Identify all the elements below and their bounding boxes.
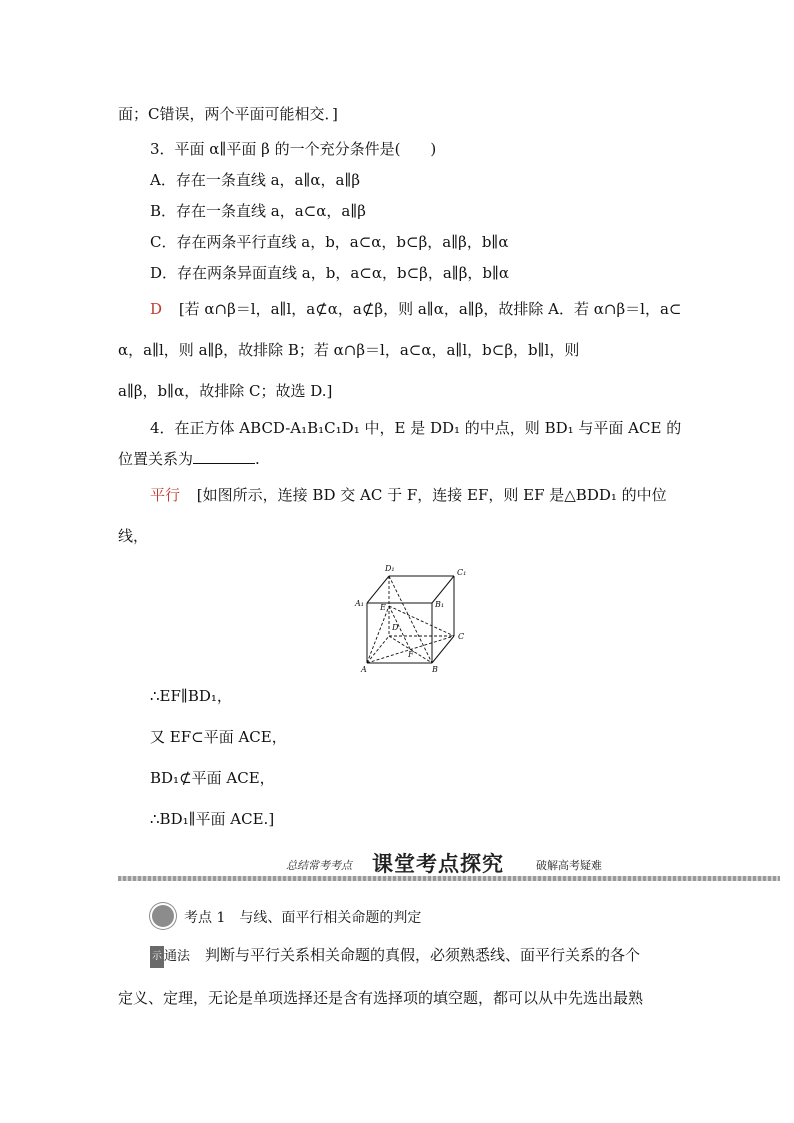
option-a: A．存在一条直线 a，a∥α，a∥β: [150, 171, 361, 189]
step-3: BD₁⊄平面 ACE，: [150, 769, 275, 787]
circle-icon: [150, 903, 176, 929]
label-d1: D₁: [385, 564, 395, 573]
answer-4-line-2: 线，: [118, 527, 149, 545]
answer-4-key: 平行: [150, 486, 181, 504]
label-c1: C₁: [457, 568, 467, 577]
label-d: D: [392, 623, 399, 632]
label-a1: A₁: [355, 599, 364, 608]
label-b1: B₁: [435, 600, 445, 609]
method-text-1: 判断与平行关系相关命题的真假，必须熟悉线、面平行关系的各个: [190, 946, 641, 964]
method-label: 通法: [164, 949, 191, 964]
answer-blank: [193, 449, 255, 464]
label-b: B: [432, 665, 438, 674]
method-line-1: [150, 945, 640, 968]
answer-4-line-1: [150, 485, 667, 505]
banner-left-text: 总结常考考点: [286, 859, 352, 872]
question-3: 3．平面 α∥平面 β 的一个充分条件是( ): [150, 140, 437, 158]
step-2: 又 EF⊂平面 ACE，: [150, 728, 287, 746]
section-banner: [118, 848, 780, 882]
question-4-end: .: [255, 450, 260, 468]
answer-3-line-2: α，a∥l，则 a∥β，故排除 B；若 α∩β＝l，a⊂α，a∥l，b⊂β，b∥l，则: [118, 341, 580, 359]
method-badge: 示: [150, 946, 164, 968]
label-a: A: [361, 665, 367, 674]
step-4: ∴BD₁∥平面 ACE.]: [150, 810, 275, 828]
option-c: C．存在两条平行直线 a，b，a⊂α，b⊂β，a∥β，b∥α: [150, 233, 509, 251]
label-c: C: [458, 632, 465, 641]
banner-right-text: 破解高考疑难: [536, 859, 602, 872]
answer-3-key: D: [150, 300, 163, 318]
option-b: B．存在一条直线 a，a⊂α，a∥β: [150, 202, 366, 220]
question-4-line-1: 4．在正方体 ABCD-A₁B₁C₁D₁ 中，E 是 DD₁ 的中点，则 BD₁ 与平面 ACE 的: [150, 419, 682, 437]
question-4-line-2: [118, 449, 260, 469]
method-line-2: 定义、定理，无论是单项选择还是含有选择项的填空题，都可以从中先选出最熟: [118, 989, 644, 1007]
step-1: ∴EF∥BD₁，: [150, 687, 232, 705]
answer-4-text: [如图所示，连接 BD 交 AC 于 F，连接 EF，则 EF 是△BDD₁ 的中位: [196, 486, 667, 504]
answer-3-line-1: [150, 299, 681, 319]
banner-title: 课堂考点探究: [372, 852, 504, 876]
question-4-text: 位置关系为: [118, 450, 194, 468]
label-e: E: [380, 603, 386, 612]
topic-title: 考点 1 与线、面平行相关命题的判定: [184, 910, 422, 926]
label-f: F: [408, 650, 414, 659]
cube-figure: [352, 560, 472, 675]
answer-3-line-3: a∥β，b∥α，故排除 C；故选 D.]: [118, 382, 333, 400]
option-d: D．存在两条异面直线 a，b，a⊂α，b⊂β，a∥β，b∥α: [150, 264, 510, 282]
line-prev-ans: 面；C错误，两个平面可能相交．]: [118, 105, 338, 123]
answer-3-text: [若 α∩β＝l，a∥l，a⊄α，a⊄β，则 a∥α，a∥β，故排除 A．若 α∩β＝l，a⊂: [178, 300, 682, 318]
